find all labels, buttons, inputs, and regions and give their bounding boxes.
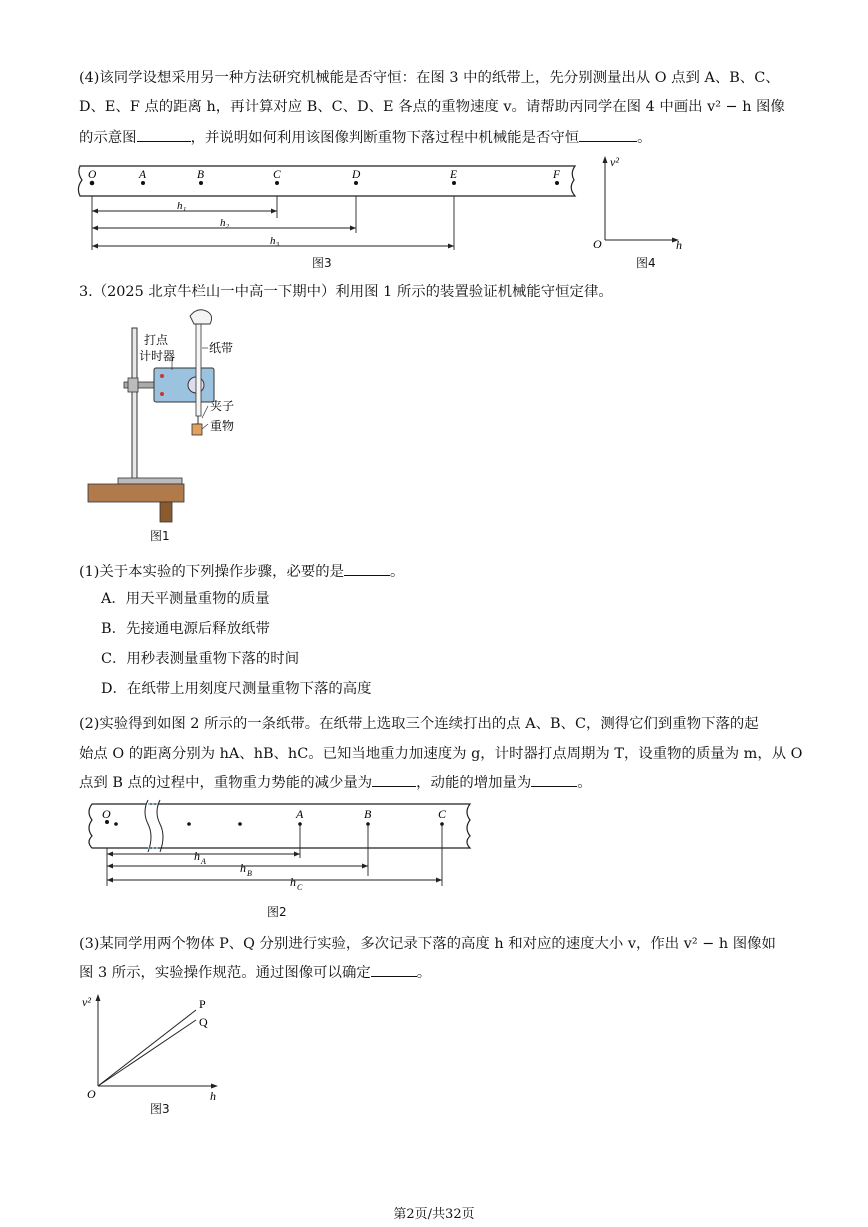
tape-point-e <box>452 181 456 185</box>
q3-part1-text: (1)关于本实验的下列操作步骤，必要的是 <box>79 564 345 580</box>
h3-label: h₃ <box>270 235 280 247</box>
figure-caption: 图3 <box>150 1102 170 1116</box>
q3-part2-line1: (2)实验得到如图 2 所示的一条纸带。在纸带上选取三个连续打出的点 A、B、C，测得它们到重物下落的起 <box>79 716 759 732</box>
x-axis-label: h <box>676 238 682 250</box>
option-d[interactable]: D．在纸带上用刻度尺测量重物下落的高度 <box>101 681 372 697</box>
figure-caption: 图2 <box>267 905 287 919</box>
tape2-label-b: B <box>364 807 372 821</box>
tape-label: 纸带 <box>209 341 234 355</box>
figure-caption: 图4 <box>636 256 656 270</box>
tape-point-a <box>141 181 145 185</box>
q3-intro: 3.（2025 北京牛栏山一中高一下期中）利用图 1 所示的装置验证机械能守恒定律。 <box>79 284 613 300</box>
q3-part1-text: 。 <box>390 564 405 580</box>
q3-part2-text: ，动能的增加量为 <box>416 775 532 791</box>
tape-label-c: C <box>273 169 281 181</box>
timer-label-2: 计时器 <box>139 349 176 363</box>
h1-label: h₁ <box>177 200 187 212</box>
figure-caption: 图3 <box>312 256 332 270</box>
line-p <box>98 1010 196 1086</box>
hc-subscript: C <box>297 883 303 892</box>
tape-label-b: B <box>197 169 205 181</box>
q3-part3-text: 图 3 所示，实验操作规范。通过图像可以确定 <box>79 965 371 981</box>
apparatus-figure <box>84 306 254 528</box>
page-number: 第2页/共32页 <box>393 1207 475 1222</box>
tape-label-f: F <box>553 169 561 181</box>
line-q-label: Q <box>199 1015 208 1029</box>
tape2-label-a: A <box>296 807 304 821</box>
weight-label: 重物 <box>210 419 235 433</box>
tape-point-b <box>199 181 203 185</box>
tape-point-c <box>275 181 279 185</box>
answer-blank[interactable] <box>344 560 390 576</box>
option-c[interactable]: C．用秒表测量重物下落的时间 <box>101 651 300 667</box>
tape2-label-c: C <box>438 807 447 821</box>
ha-label: h <box>194 849 200 863</box>
v2-h-axes-figure <box>590 150 690 250</box>
tape-label-e: E <box>450 169 458 181</box>
answer-blank[interactable] <box>371 961 417 977</box>
ha-subscript: A <box>201 857 206 866</box>
y-axis-label: v² <box>610 155 619 169</box>
paper-tape-figure-top <box>70 158 590 268</box>
origin-label: O <box>87 1087 96 1101</box>
q3-part2-text: 。 <box>577 775 592 791</box>
q3-part2-text: 点到 B 点的过程中，重物重力势能的减少量为 <box>79 775 373 791</box>
answer-blank[interactable] <box>531 771 577 787</box>
q2-part4-text: 的示意图 <box>79 130 137 146</box>
q3-part3-line1: (3)某同学用两个物体 P、Q 分别进行实验，多次记录下落的高度 h 和对应的速度大小 v，作出 v² − h 图像如 <box>79 936 776 952</box>
q3-part1-stem <box>79 556 793 588</box>
tape-label-d: D <box>352 169 361 181</box>
line-p-label: P <box>199 997 206 1011</box>
pq-v2-h-graph <box>78 988 228 1103</box>
hb-label: h <box>240 861 246 875</box>
tape2-label-o: O <box>102 807 111 821</box>
hb-subscript: B <box>247 869 252 878</box>
x-axis-label: h <box>210 1089 216 1103</box>
origin-label: O <box>593 237 602 250</box>
q2-part4-text: ，并说明如何利用该图像判断重物下落过程中机械能是否守恒 <box>190 130 580 146</box>
answer-blank[interactable] <box>372 771 416 787</box>
q3-part2-line3 <box>79 767 793 799</box>
option-b[interactable]: B．先接通电源后释放纸带 <box>101 621 270 637</box>
tape-label-a: A <box>139 169 147 181</box>
hc-label: h <box>290 875 296 889</box>
timer-label-1: 打点 <box>144 333 169 347</box>
answer-blank[interactable] <box>137 126 191 142</box>
line-q <box>98 1020 196 1086</box>
h2-label: h₂ <box>220 217 230 229</box>
answer-blank[interactable] <box>579 126 637 142</box>
tape-point-o <box>90 181 95 186</box>
q2-part4-text: 。 <box>637 130 652 146</box>
q2-part4-line1: (4)该同学设想采用另一种方法研究机械能是否守恒：在图 3 中的纸带上，先分别测量出从 O 点到 A、B、C、 <box>79 70 780 86</box>
tape-label-o: O <box>88 169 97 181</box>
tape-point-d <box>354 181 358 185</box>
q3-part3-line2 <box>79 957 793 989</box>
paper-tape-figure-2 <box>78 798 478 898</box>
q3-part3-text: 。 <box>416 965 432 981</box>
y-axis-label: v² <box>82 995 91 1009</box>
figure-caption: 图1 <box>150 529 170 543</box>
tape-point-f <box>555 181 559 185</box>
q3-part2-line2: 始点 O 的距离分别为 hA、hB、hC。已知当地重力加速度为 g，计时器打点周期为 T，设重物的质量为 m，从 O <box>79 746 803 762</box>
q2-part4-line2: D、E、F 点的距离 h，再计算对应 B、C、D、E 各点的重物速度 v。请帮助丙同学在图 4 中画出 v² − h 图像 <box>79 99 785 115</box>
option-a[interactable]: A．用天平测量重物的质量 <box>101 591 270 607</box>
clip-label: 夹子 <box>210 399 235 413</box>
